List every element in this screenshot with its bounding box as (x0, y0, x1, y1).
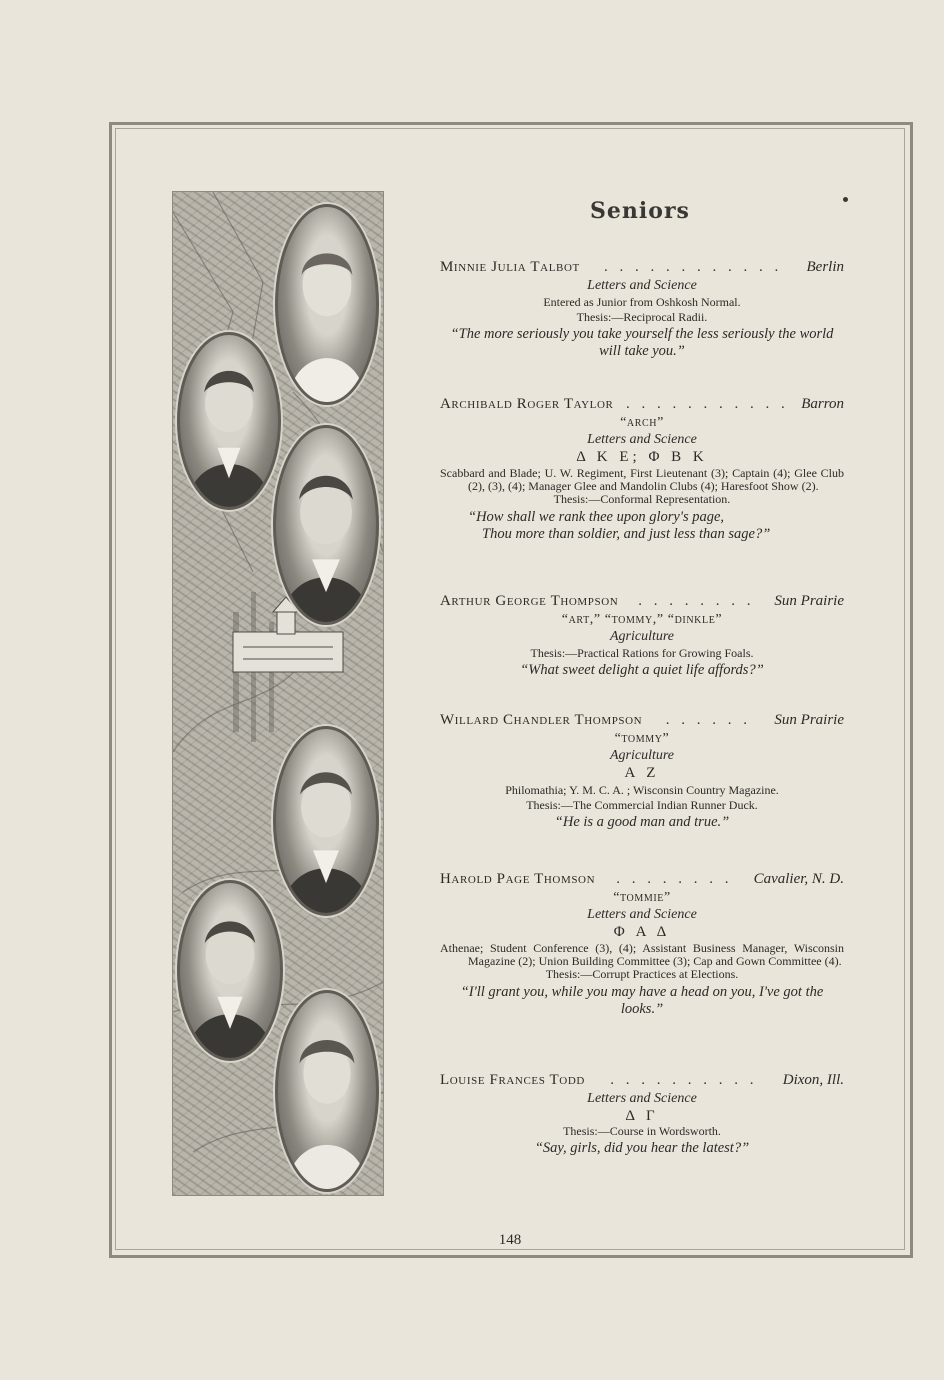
entry-harold-thomson (440, 870, 844, 1018)
hometown: Dixon, Ill. (782, 1072, 844, 1088)
entry-archibald-taylor (440, 395, 844, 543)
thesis: Thesis:—Course in Wordsworth. (563, 1124, 721, 1138)
quote: “He is a good man and true.” (554, 814, 730, 830)
note: Entered as Junior from Oshkosh Normal. (543, 295, 741, 309)
page-number: 148 (498, 1232, 522, 1248)
hometown: Berlin (806, 259, 844, 275)
quote-line-2: Thou more than soldier, and just less than sage?” (482, 526, 771, 542)
nickname: “art,” “tommy,” “dinkle” (561, 612, 723, 627)
quote-line-1: “How shall we rank thee upon glory's page, (468, 509, 725, 525)
entry-arthur-thompson (440, 592, 844, 679)
entry-willard-thompson (440, 711, 844, 831)
page-title: Seniors (590, 198, 690, 224)
thesis: Thesis:—Practical Rations for Growing Foals. (530, 646, 754, 660)
nickname: “tommy” (614, 731, 670, 746)
senior-name: Minnie Julia Talbot (440, 259, 580, 275)
quote: “The more seriously you take yourself the less seriously the world will take you.” (450, 326, 834, 359)
hometown: Cavalier, N. D. (753, 871, 844, 887)
senior-name: Archibald Roger Taylor (440, 396, 614, 412)
thesis: Thesis:—Reciprocal Radii. (576, 310, 708, 324)
dot-leader: . . . . . . (665, 712, 751, 728)
hometown: Barron (801, 396, 844, 412)
portrait-harold-thomson (177, 880, 283, 1061)
thesis: Thesis:—The Commercial Indian Runner Duck. (526, 798, 758, 812)
nickname: “arch” (620, 415, 664, 430)
senior-name: Arthur George Thompson (440, 593, 619, 609)
entry-louise-todd (440, 1071, 844, 1157)
senior-name: Harold Page Thomson (440, 871, 596, 887)
nickname: “tommie” (613, 890, 671, 905)
portrait-willard-thompson (273, 726, 379, 916)
dot-leader: . . . . . . . . . . . (625, 396, 789, 412)
senior-name: Louise Frances Todd (440, 1072, 585, 1088)
thesis: Thesis:—Conformal Representation. (553, 492, 731, 506)
activities: Athenae; Student Conference (3), (4); Assistant Business Manager, Wisconsin Magazine (2); Union Building Committee (3); Cap and Gown Committee (4). (440, 941, 844, 968)
greek-letters: Δ Κ Ε; Φ Β Κ (576, 449, 708, 465)
portrait-arthur-thompson (273, 425, 379, 625)
portrait-louise-todd (275, 990, 379, 1192)
activities: Philomathia; Y. M. C. A. ; Wisconsin Country Magazine. (505, 783, 779, 797)
course: Agriculture (609, 748, 675, 763)
dot-leader: . . . . . . . . . . (610, 1072, 758, 1088)
hometown: Sun Prairie (774, 593, 844, 609)
portrait-minnie-talbot (275, 204, 379, 405)
course: Letters and Science (587, 1091, 697, 1106)
portrait-archibald-taylor (177, 332, 281, 510)
ink-dot (843, 197, 848, 202)
dot-leader: . . . . . . . . (638, 593, 755, 609)
course: Letters and Science (587, 907, 697, 922)
dot-leader: . . . . . . . . (616, 871, 733, 887)
quote: “What sweet delight a quiet life affords?” (520, 662, 764, 678)
senior-name: Willard Chandler Thompson (440, 712, 643, 728)
dot-leader: . . . . . . . . . . . . (604, 259, 783, 275)
portrait-strip (172, 191, 384, 1196)
thesis: Thesis:—Corrupt Practices at Elections. (545, 967, 739, 981)
course: Letters and Science (587, 278, 697, 293)
greek-letters: Φ Α Δ (613, 924, 671, 940)
quote: “I'll grant you, while you may have a head on you, I've got the looks.” (460, 984, 824, 1017)
activities: Scabbard and Blade; U. W. Regiment, First Lieutenant (3); Captain (4); Glee Club (2), (3), (4); Manager Glee and Mandolin Clubs (4); Haresfoot Show (2). (440, 466, 844, 493)
course: Letters and Science (587, 432, 697, 447)
course: Agriculture (609, 629, 675, 644)
greek-letters: Δ Γ (625, 1108, 659, 1124)
hometown: Sun Prairie (774, 712, 844, 728)
entry-minnie-talbot (440, 258, 844, 360)
quote: “Say, girls, did you hear the latest?” (534, 1140, 750, 1156)
greek-letters: Α Ζ (624, 765, 660, 781)
